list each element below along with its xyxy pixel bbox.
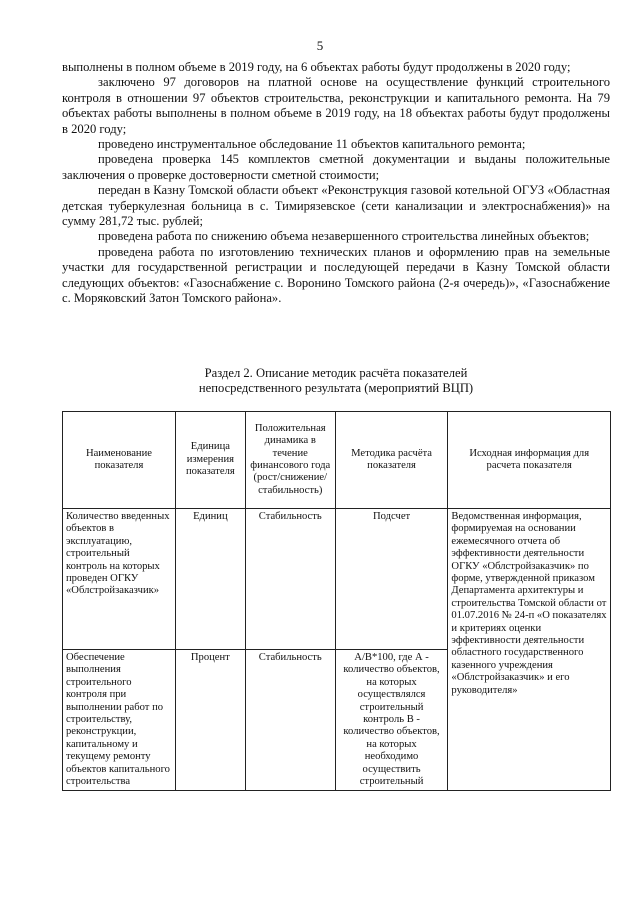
page-number: 5	[316, 38, 324, 53]
cell-unit: Процент	[175, 650, 245, 791]
header-indicator-name: Наименование показателя	[63, 412, 176, 509]
section-title	[62, 366, 610, 396]
paragraph: проведена работа по изготовлению технических планов и оформлению прав на земельные участки для государственной регистрации и последующей передачи в Казну Томской области следующих объектов: «Газоснабжение с. Воронино Томского района (2-я очередь)», «Газоснабжение с. Моряковский Затон Томского района».	[62, 244, 610, 306]
table-header-row	[63, 412, 611, 509]
paragraph: передан в Казну Томской области объект «Реконструкция газовой котельной ОГУЗ «Областная детская туберкулезная больница в с. Тимирязевское (сети канализации и электроснабжения)» на сумму 281,72 тыс. рублей;	[62, 183, 610, 229]
paragraph: проведена проверка 145 комплектов сметной документации и выданы положительные заключения о проверке достоверности сметной стоимости;	[62, 152, 610, 182]
cell-indicator-name: Количество введенных объектов в эксплуатацию, строительный контроль на которых проведен ОГКУ «Облстройзаказчик»	[63, 509, 176, 650]
cell-unit: Единиц	[175, 509, 245, 650]
cell-dynamics: Стабильность	[245, 650, 335, 791]
cell-indicator-name: Обеспечение выполнения строительного контроля при выполнении работ по строительству, реконструкции, капитальному и текущему ремонту объектов капитального строительства	[63, 650, 176, 791]
cell-method: Подсчет	[335, 509, 448, 650]
header-dynamics: Положительная динамика в течение финансового года (рост/снижение/ стабильность)	[245, 412, 335, 509]
header-method: Методика расчёта показателя	[335, 412, 448, 509]
header-source-info: Исходная информация для расчета показателя	[448, 412, 611, 509]
cell-method: А/В*100, где А - количество объектов, на которых осуществлялся строительный контроль В - количество объектов, на которых необходимо осуществить строительный	[335, 650, 448, 791]
header-unit: Единица измерения показателя	[175, 412, 245, 509]
paragraph: заключено 97 договоров на платной основе на осуществление функций строительного контроля в отношении 97 объектов строительства, реконструкции и капитального ремонта. На 79 объектах работы выполнены в полном объеме в 2019 году, на 18 объектах работы будут продолжены в 2020 году;	[62, 75, 610, 136]
indicators-table	[62, 411, 611, 791]
section-title-line-1: Раздел 2. Описание методик расчёта показателей	[204, 366, 468, 380]
paragraph: выполнены в полном объеме в 2019 году, на 6 объектах работы будут продолжены в 2020 году;	[62, 60, 571, 74]
paragraph: проведена работа по снижению объема незавершенного строительства линейных объектов;	[98, 229, 590, 244]
table-row	[63, 509, 611, 650]
body-text	[62, 60, 610, 307]
cell-source-info: Ведомственная информация, формируемая на основании ежемесячного отчета об эффективности деятельности ОГКУ «Облстройзаказчик» по форме, утвержденной приказом Департамента архитектуры и строительства Томской области от 01.07.2016 № 24-п «О показателях и критериях оценки эффективности деятельности областного государственного казенного учреждения «Облстройзаказчик» и его руководителя»	[448, 509, 611, 791]
cell-dynamics: Стабильность	[245, 509, 335, 650]
paragraph: проведено инструментальное обследование 11 объектов капитального ремонта;	[98, 137, 526, 152]
section-title-line-2: непосредственного результата (мероприятий ВЦП)	[198, 381, 474, 395]
